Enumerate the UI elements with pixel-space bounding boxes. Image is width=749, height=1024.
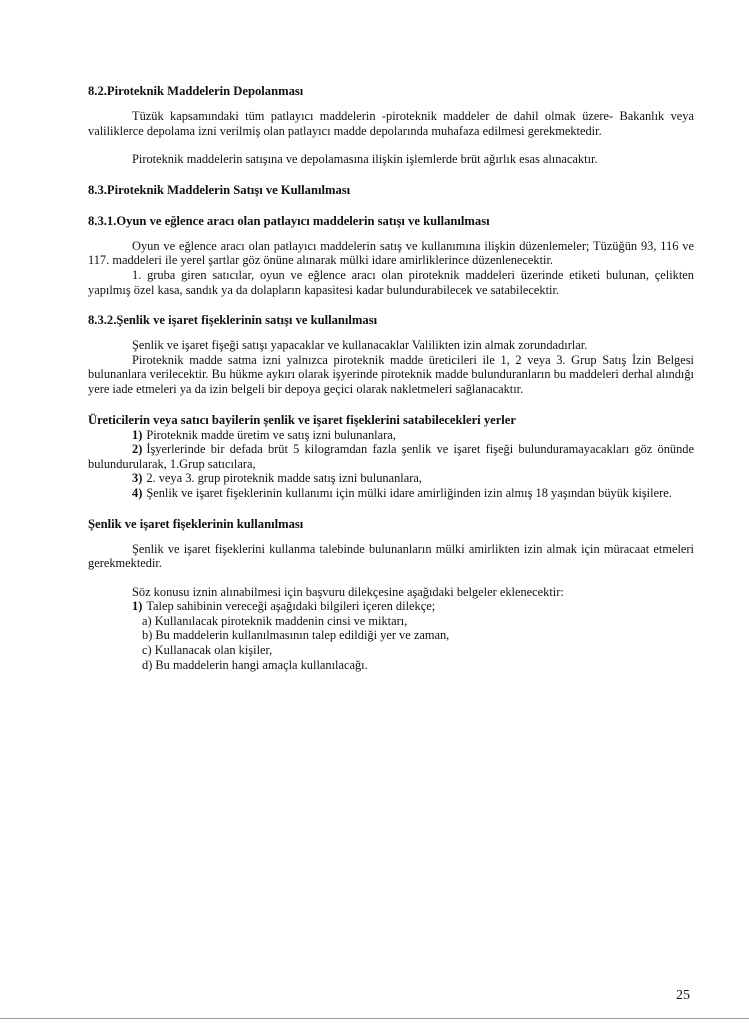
list-item: 3) 2. veya 3. grup piroteknik madde satış izni bulunanlara,: [132, 471, 422, 486]
section-heading-8-3: 8.3.Piroteknik Maddelerin Satışı ve Kullanılması: [88, 182, 351, 197]
paragraph: Tüzük kapsamındaki tüm patlayıcı maddelerin -piroteknik maddeler de dahil olmak üzere- Bakanlık veya valiliklerce depolama izni verilmiş olan patlayıcı madde depolarında muhafaza edilmesi gerekmektedir.: [88, 109, 694, 138]
list-item: 1) Piroteknik madde üretim ve satış izni bulunanlara,: [132, 427, 396, 442]
section-heading-8-3-2: 8.3.2.Şenlik ve işaret fişeklerinin satışı ve kullanılması: [88, 313, 378, 328]
paragraph: Şenlik ve işaret fişeklerini kullanma talebinde bulunanların mülki amirlikten izin almak için müracaat etmeleri gerekmektedir.: [88, 541, 694, 571]
paragraph: Piroteknik madde satma izni yalnızca piroteknik madde üreticileri ile 1, 2 veya 3. Grup Satış İzin Belgesi bulunanlara verilecektir. Bu hükme aykırı olarak işyerinde piroteknik madde bulunduranların bu maddeleri derhal alındığı yere iade etmeleri ya da izin belgeli bir depoya geçici olarak nakletmeleri sağlanacaktır.: [88, 352, 694, 396]
document-page: [88, 84, 694, 672]
sub-list-item: d) Bu maddelerin hangi amaçla kullanılacağı.: [142, 657, 368, 672]
section-heading-usage: Şenlik ve işaret fişeklerinin kullanılması: [88, 516, 304, 531]
sales-places-list: [88, 428, 694, 501]
paragraph: 1. gruba giren satıcılar, oyun ve eğlence aracı olan piroteknik maddeleri üzerinde etiketi bulunan, çelikten yapılmış özel kasa, sandık ya da dolapların kapasitesi kadar bulundurabilecek ve satabilecektir.: [88, 267, 694, 297]
paragraph: Piroteknik maddelerin satışına ve depolamasına ilişkin işlemlerde brüt ağırlık esas alınacaktır.: [132, 152, 598, 167]
list-item: 1) Talep sahibinin vereceği aşağıdaki bilgileri içeren dilekçe;: [132, 599, 436, 614]
sub-list-item: b) Bu maddelerin kullanılmasının talep edildiği yer ve zaman,: [142, 628, 450, 643]
application-documents-list: [88, 599, 694, 614]
paragraph: Söz konusu iznin alınabilmesi için başvuru dilekçesine aşağıdaki belgeler eklenecektir:: [132, 584, 564, 599]
sub-list-item: a) Kullanılacak piroteknik maddenin cinsi ve miktarı,: [142, 613, 408, 628]
petition-details-list: [88, 614, 694, 672]
section-heading-sales-places: Üreticilerin veya satıcı bayilerin şenlik ve işaret fişeklerini satabilecekleri yerler: [88, 412, 516, 427]
list-item: 2) İşyerlerinde bir defada brüt 5 kilogramdan fazla şenlik ve işaret fişeği bulunduramayacakları göz önünde bulundurularak, 1.Grup satıcılara,: [88, 442, 694, 471]
paragraph: Oyun ve eğlence aracı olan patlayıcı maddelerin satış ve kullanımına ilişkin düzenlemeler; Tüzüğün 93, 116 ve 117. maddeleri ile yerel şartlar göz önüne alınarak mülki idare amirliklerince düzenlenecektir.: [88, 238, 694, 268]
paragraph: Şenlik ve işaret fişeği satışı yapacaklar ve kullanacaklar Valilikten izin almak zorundadırlar.: [132, 338, 588, 353]
list-item: 4) Şenlik ve işaret fişeklerinin kullanımı için mülki idare amirliğinden izin almış 18 yaşından büyük kişilere.: [132, 485, 672, 500]
section-heading-8-3-1: 8.3.1.Oyun ve eğlence aracı olan patlayıcı maddelerin satışı ve kullanılması: [88, 213, 490, 228]
page-number: 25: [676, 988, 690, 1003]
section-heading-8-2: 8.2.Piroteknik Maddelerin Depolanması: [88, 84, 304, 98]
sub-list-item: c) Kullanacak olan kişiler,: [142, 643, 273, 658]
bottom-divider: [0, 1018, 749, 1019]
